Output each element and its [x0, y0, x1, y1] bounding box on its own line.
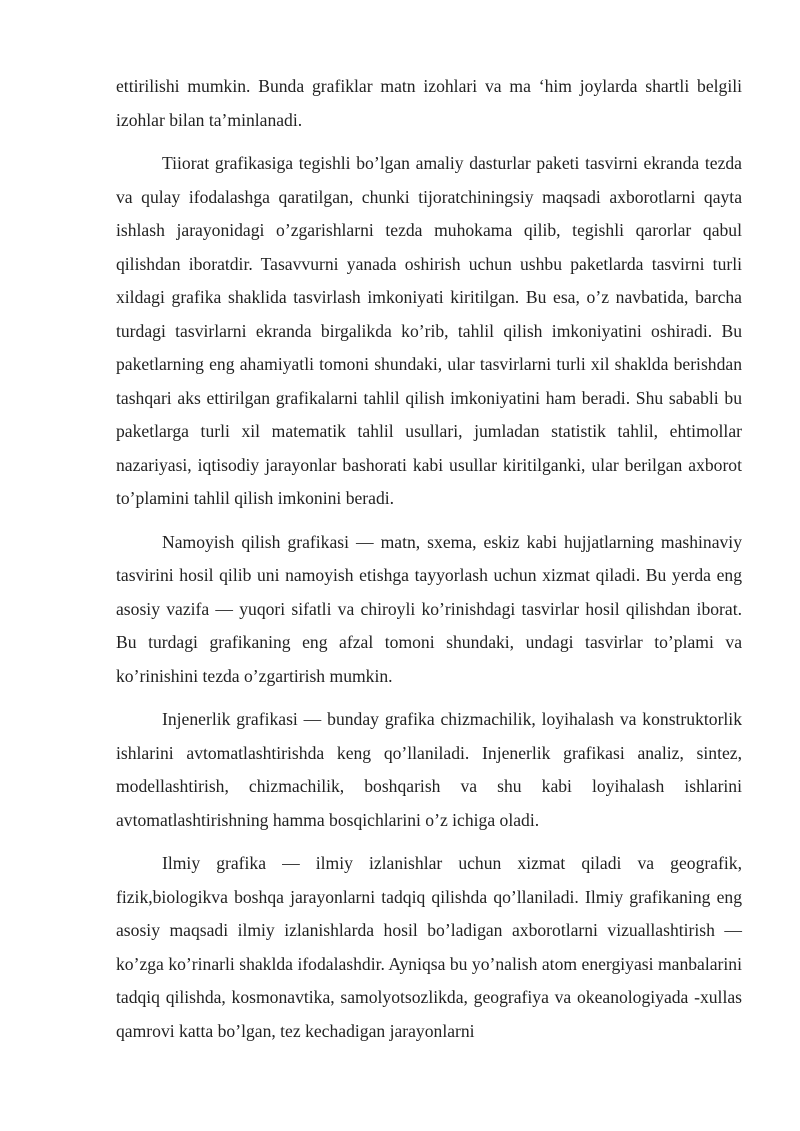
paragraph-continuation: ettirilishi mumkin. Bunda grafiklar matn izohlari va ma ‘him joylarda shartli belgili izohlar bilan ta’minlanadi.	[116, 76, 742, 130]
document-page	[116, 70, 742, 1058]
paragraph-scientific-graphics: Ilmiy grafika — ilmiy izlanishlar uchun xizmat qiladi va geografik, fizik,biologikva boshqa jarayonlarni tadqiq qilishda qo’llaniladi. Ilmiy grafikaning eng asosiy maqsadi ilmiy izlanishlarda hosil bo’ladigan axborotlarni vizuallashtirish — ko’zga ko’rinarli shaklda ifodalashdir. Ayniqsa bu yo’nalish atom energiyasi manbalarini tadqiq qilishda, kosmonavtika, samolyotsozlikda, geografiya va okeanologiyada -xullas qamrovi katta bo’lgan, tez kechadigan jarayonlarni	[116, 853, 742, 1041]
paragraph-presentation-graphics: Namoyish qilish grafikasi — matn, sxema, eskiz kabi hujjatlarning mashinaviy tasvirini hosil qilib uni namoyish etishga tayyorlash uchun xizmat qiladi. Bu yerda eng asosiy vazifa — yuqori sifatli va chiroyli ko’rinishdagi tasvirlar hosil qilishdan iborat. Bu turdagi grafikaning eng afzal tomoni shundaki, undagi tasvirlar to’plami va ko’rinishini tezda o’zgartirish mumkin.	[116, 531, 742, 686]
paragraph-commercial-graphics: Tiiorat grafikasiga tegishli bo’lgan amaliy dasturlar paketi tasvirni ekranda tezda va qulay ifodalashga qaratilgan, chunki tijoratchiningsiy maqsadi axborotlarni qayta ishlash jarayonidagi o’zgarishlarni tezda muhokama qilib, tegishli qarorlar qabul qilishdan iboratdir. Tasavvurni yanada oshirish uchun ushbu paketlarda tasvirni turli xildagi grafika shaklida tasvirlash imkoniyati kiritilgan. Bu esa, o’z navbatida, barcha turdagi tasvirlarni ekranda birgalikda ko’rib, tahlil qilish imkoniyatini oshiradi. Bu paketlarning eng ahamiyatli tomoni shundaki, ular tasvirlarni turli xil shaklda berishdan tashqari aks ettirilgan grafikalarni tahlil qilish imkoniyatini ham beradi. Shu sababli bu paketlarga turli xil matematik tahlil usullari, jumladan statistik tahlil, ehtimollar nazariyasi, iqtisodiy jarayonlar bashorati kabi usullar kiritilganki, ular berilgan axborot to’plamini tahlil qilish imkonini beradi.	[116, 153, 742, 508]
paragraph-engineering-graphics: Injenerlik grafikasi — bunday grafika chizmachilik, loyihalash va konstruktorlik ishlarini avtomatlashtirishda keng qo’llaniladi. Injenerlik grafikasi analiz, sintez, modellashtirish, chizmachilik, boshqarish va shu kabi loyihalash ishlarini avtomatlashtirishning hamma bosqichlarini o’z ichiga oladi.	[116, 709, 742, 830]
